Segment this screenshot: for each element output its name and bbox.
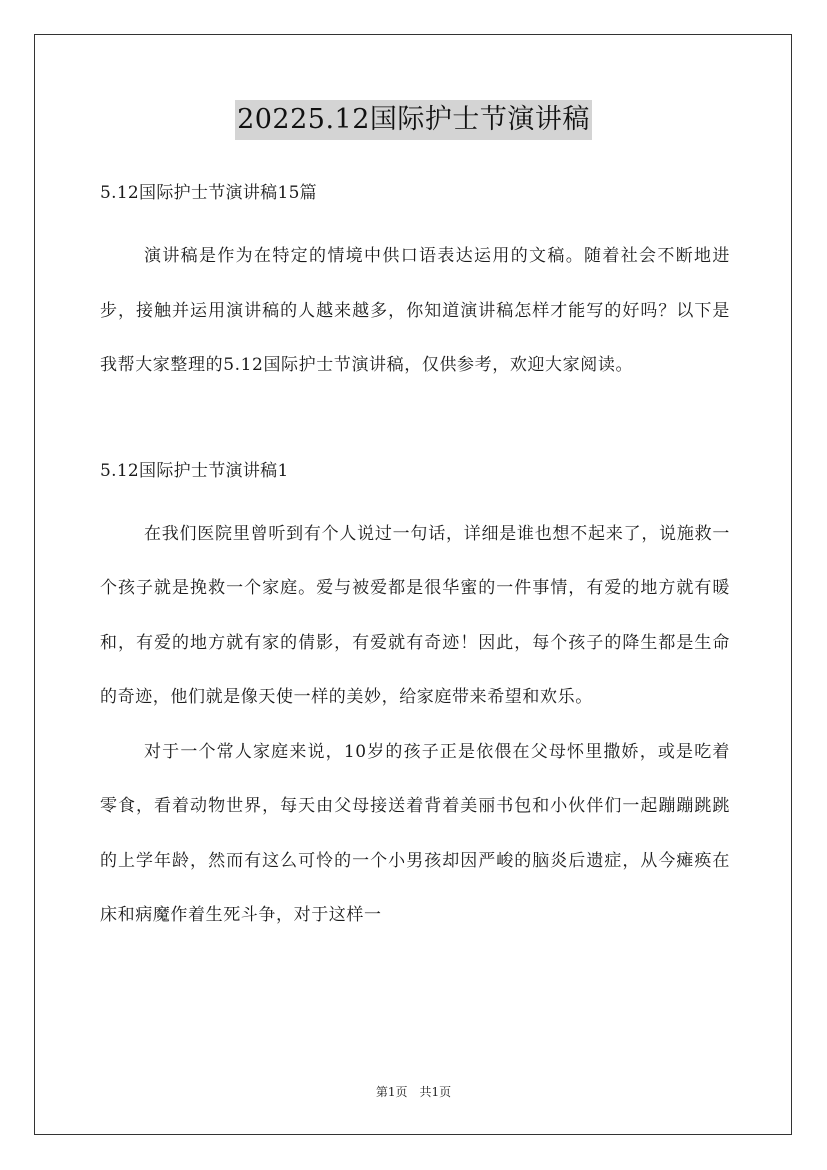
title-area [0,100,827,140]
document-body [100,175,730,943]
body-paragraph: 对于一个常人家庭来说，10岁的孩子正是依偎在父母怀里撒娇，或是吃着零食，看着动物世界，每天由父母接送着背着美丽书包和小伙伴们一起蹦蹦跳跳的上学年龄，然而有这么可怜的一个小男孩却因严峻的脑炎后遗症，从今瘫痪在床和病魔作着生死斗争，对于这样一 [100,741,730,925]
document-title: 20225.12国际护士节演讲稿 [235,100,592,140]
section-heading: 5.12国际护士节演讲稿1 [100,460,289,481]
intro-paragraph: 演讲稿是作为在特定的情境中供口语表达运用的文稿。随着社会不断地进步，接触并运用演讲稿的人越来越多，你知道演讲稿怎样才能写的好吗？以下是我帮大家整理的5.12国际护士节演讲稿，仅供参考，欢迎大家阅读。 [100,246,730,375]
document-subtitle: 5.12国际护士节演讲稿15篇 [100,183,317,203]
body-paragraph: 在我们医院里曾听到有个人说过一句话，详细是谁也想不起来了，说施救一个孩子就是挽救一个家庭。爱与被爱都是很华蜜的一件事情，有爱的地方就有暖和，有爱的地方就有家的倩影，有爱就有奇迹！因此，每个孩子的降生都是生命的奇迹，他们就是像天使一样的美妙，给家庭带来希望和欢乐。 [100,523,730,707]
spacer [100,211,730,229]
spacer [100,489,730,507]
spacer [100,393,730,453]
page-footer: 第1页 共1页 [375,1085,452,1099]
